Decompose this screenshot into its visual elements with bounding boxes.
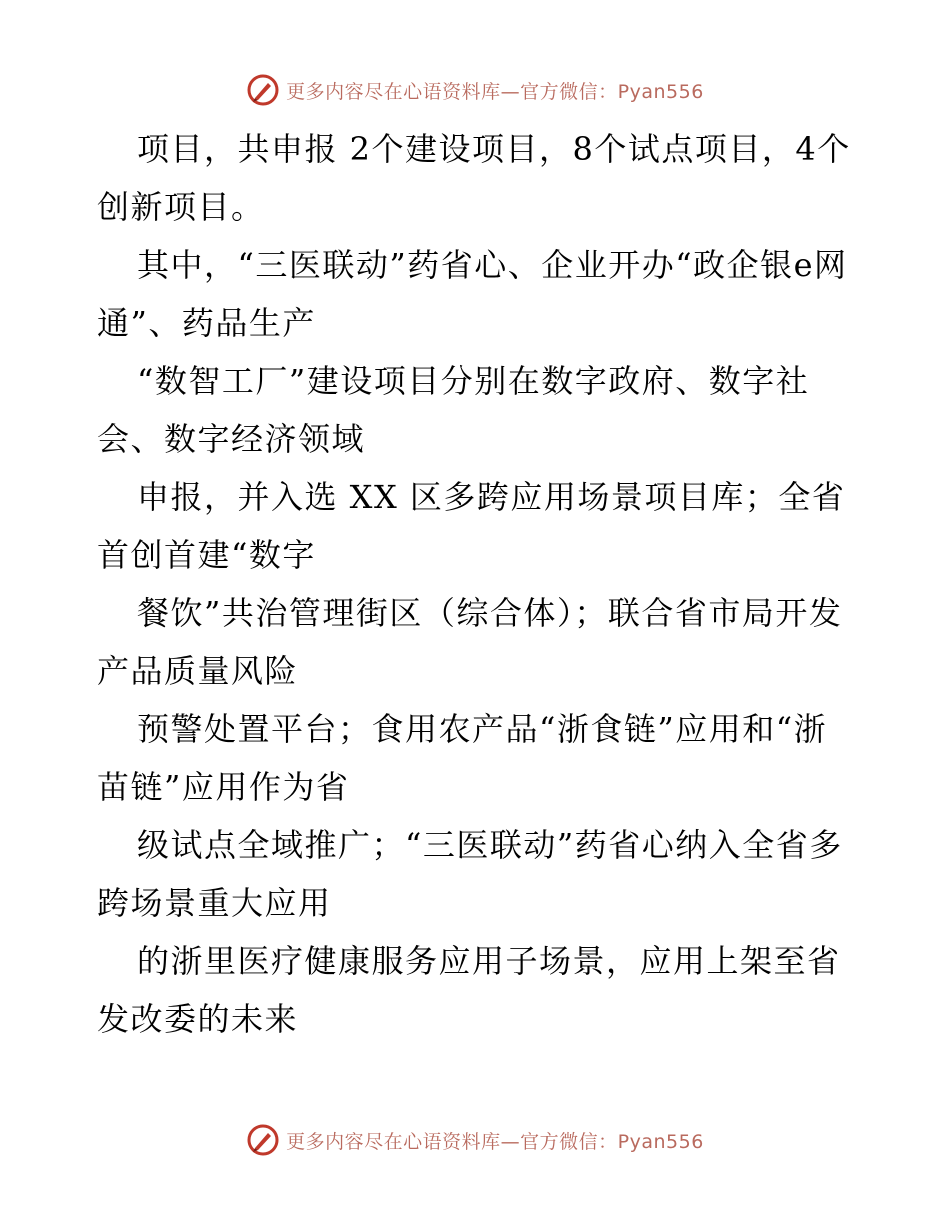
paragraph: 的浙里医疗健康服务应用子场景，应用上架至省发改委的未来 [97, 942, 841, 1038]
pen-logo-icon [246, 73, 280, 107]
paragraph: 级试点全域推广；“三医联动”药省心纳入全省多跨场景重大应用 [97, 826, 843, 922]
pen-logo-icon [246, 1123, 280, 1157]
paragraph: 预警处置平台；食用农产品“浙食链”应用和“浙苗链”应用作为省 [97, 710, 828, 806]
document-body [97, 120, 857, 1048]
paragraph: 项目，共申报 2个建设项目，8个试点项目，4个创新项目。 [97, 130, 851, 226]
paragraph: “数智工厂”建设项目分别在数字政府、数字社会、数字经济领域 [97, 362, 810, 458]
watermark-text: 更多内容尽在心语资料库—官方微信：Pyan556 [286, 80, 704, 103]
paragraph: 申报，并入选 XX 区多跨应用场景项目库；全省首创首建“数字 [97, 478, 846, 574]
header-watermark [0, 70, 950, 110]
paragraph: 餐饮”共治管理街区（综合体）；联合省市局开发产品质量风险 [97, 594, 843, 690]
footer-watermark [0, 1120, 950, 1160]
paragraph: 其中，“三医联动”药省心、企业开办“政企银e网通”、药品生产 [97, 246, 848, 342]
watermark-text: 更多内容尽在心语资料库—官方微信：Pyan556 [286, 1130, 704, 1153]
